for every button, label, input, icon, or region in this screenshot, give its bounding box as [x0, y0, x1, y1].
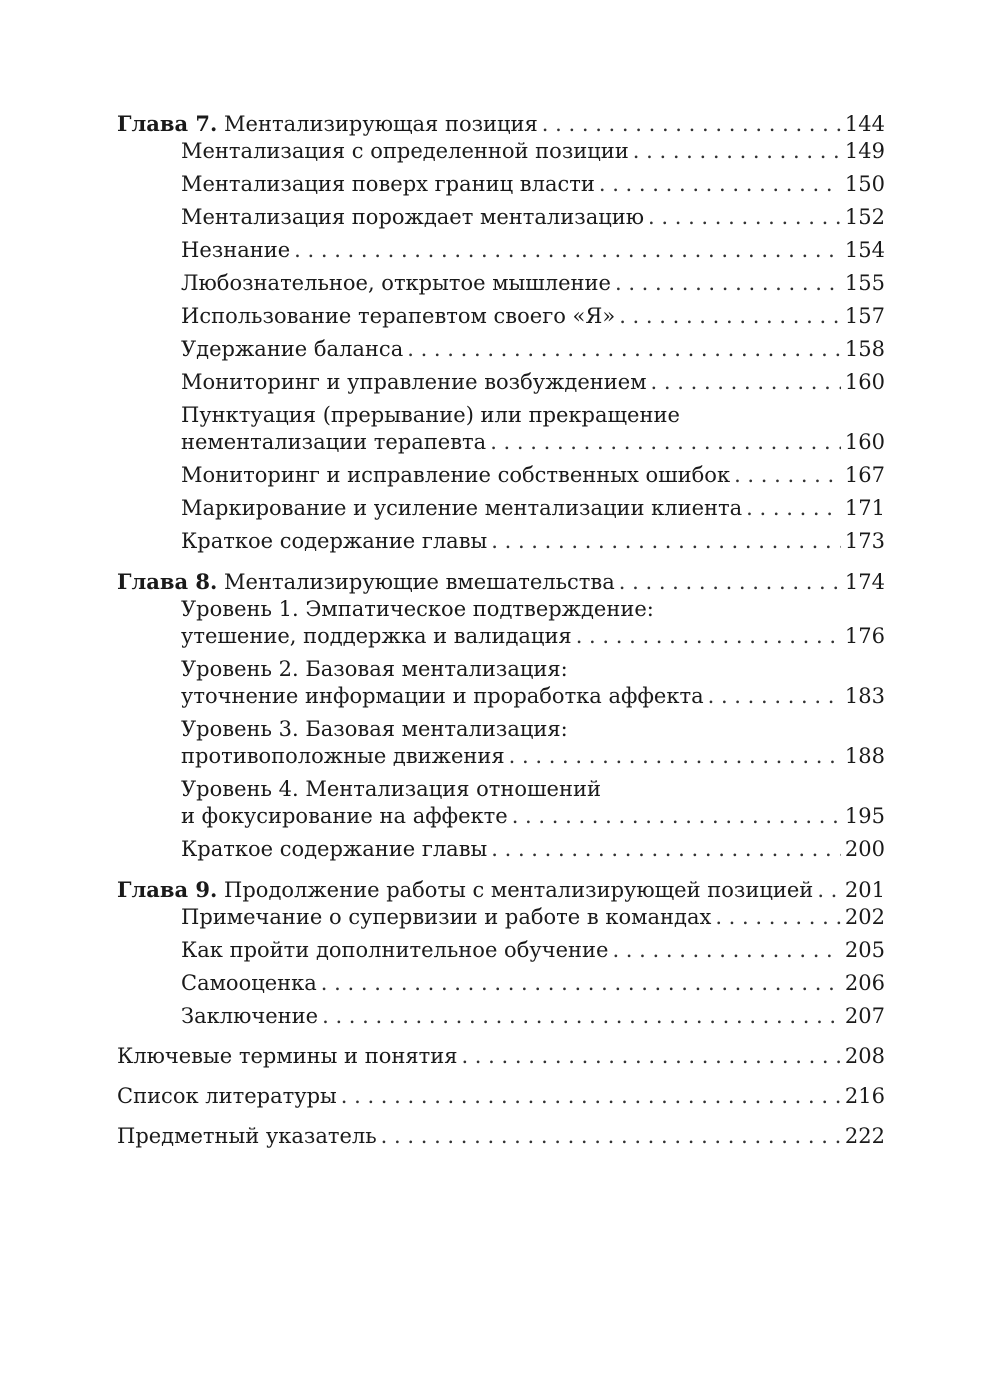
toc-entry	[181, 138, 885, 165]
chapter-label: Глава 7.	[117, 111, 218, 136]
chapter-label: Глава 8.	[117, 569, 218, 594]
dot-leader	[294, 237, 841, 264]
page-number: 183	[844, 684, 885, 708]
toc-entry-subject-index	[117, 1123, 885, 1150]
entry-title: Удержание баланса	[181, 337, 404, 361]
dot-leader	[734, 462, 841, 489]
entry-title: Как пройти дополнительное обучение	[181, 938, 609, 962]
page-number: 202	[844, 905, 885, 929]
page-number: 154	[844, 238, 885, 262]
page-number: 149	[844, 139, 885, 163]
page-number: 158	[844, 337, 885, 361]
toc-entry	[181, 495, 885, 522]
dot-leader	[619, 303, 841, 330]
entry-title-line: Уровень 1. Эмпатическое подтверждение:	[181, 597, 654, 621]
page-number: 188	[844, 744, 885, 768]
dot-leader	[491, 528, 841, 555]
chapter-sections	[117, 138, 885, 555]
toc-entry	[181, 171, 885, 198]
toc-entry	[181, 270, 885, 297]
page-number: 152	[844, 205, 885, 229]
entry-title: Ключевые термины и понятия	[117, 1044, 458, 1068]
dot-leader	[509, 743, 841, 770]
chapter-sections	[117, 904, 885, 1030]
entry-title: Мониторинг и управление возбуждением	[181, 370, 647, 394]
entry-title: Мониторинг и исправление собственных ошибок	[181, 463, 731, 487]
page-number: 201	[844, 878, 885, 902]
entry-title-line: Уровень 2. Базовая ментализация:	[181, 657, 568, 681]
dot-leader	[407, 336, 841, 363]
toc-entry	[181, 336, 885, 363]
dot-leader	[633, 138, 841, 165]
page-number: 208	[844, 1044, 885, 1068]
entry-title: Предметный указатель	[117, 1124, 377, 1148]
page-number: 206	[844, 971, 885, 995]
page-number: 174	[844, 570, 885, 594]
toc-entry	[181, 303, 885, 330]
page-number: 160	[844, 430, 885, 454]
dot-leader	[576, 623, 841, 650]
entry-title: и фокусирование на аффекте	[181, 804, 508, 828]
page-number: 167	[844, 463, 885, 487]
toc-entry	[181, 937, 885, 964]
entry-title: Ментализация поверх границ власти	[181, 172, 595, 196]
chapter-title: Продолжение работы с ментализирующей позицией	[224, 878, 814, 902]
dot-leader	[341, 1083, 841, 1110]
page-number: 160	[844, 370, 885, 394]
entry-title: Примечание о супервизии и работе в командах	[181, 905, 712, 929]
entry-title: уточнение информации и проработка аффекта	[181, 684, 704, 708]
entry-title: Краткое содержание главы	[181, 837, 488, 861]
entry-title-line: Уровень 3. Базовая ментализация:	[181, 717, 568, 741]
entry-title: Заключение	[181, 1004, 319, 1028]
page-number: 157	[844, 304, 885, 328]
dot-leader	[599, 171, 841, 198]
entry-title-line: Уровень 4. Ментализация отношений	[181, 777, 601, 801]
toc-entry-key-terms	[117, 1043, 885, 1070]
chapter-label: Глава 9.	[117, 877, 218, 902]
entry-title-line: Пунктуация (прерывание) или прекращение	[181, 403, 680, 427]
chapter-heading	[117, 876, 885, 904]
entry-title: Самооценка	[181, 971, 317, 995]
chapter-7	[117, 110, 885, 555]
toc-entry	[181, 369, 885, 396]
dot-leader	[512, 803, 841, 830]
toc-entry	[181, 1003, 885, 1030]
chapter-title: Ментализирующая позиция	[224, 112, 538, 136]
toc-entry	[181, 204, 885, 231]
chapter-heading	[117, 568, 885, 596]
toc-entry	[181, 776, 885, 830]
toc-entry	[181, 528, 885, 555]
page-number: 171	[844, 496, 885, 520]
page-number: 207	[844, 1004, 885, 1028]
page-number: 216	[844, 1084, 885, 1108]
entry-title: Краткое содержание главы	[181, 529, 488, 553]
dot-leader	[491, 836, 841, 863]
entry-title: нементализации терапевта	[181, 430, 487, 454]
chapter-sections	[117, 596, 885, 863]
table-of-contents	[117, 110, 885, 1163]
dot-leader	[490, 429, 841, 456]
dot-leader	[708, 683, 841, 710]
page-number: 200	[844, 837, 885, 861]
dot-leader	[746, 495, 841, 522]
entry-title: Ментализация с определенной позиции	[181, 139, 629, 163]
entry-title: противоположные движения	[181, 744, 505, 768]
entry-title: Любознательное, открытое мышление	[181, 271, 611, 295]
dot-leader	[648, 204, 841, 231]
page-number: 173	[844, 529, 885, 553]
entry-title: Незнание	[181, 238, 291, 262]
page-number: 144	[844, 112, 885, 136]
toc-entry	[181, 656, 885, 710]
toc-entry	[181, 836, 885, 863]
dot-leader	[321, 970, 841, 997]
dot-leader	[615, 270, 841, 297]
dot-leader	[381, 1123, 841, 1150]
entry-title: Ментализация порождает ментализацию	[181, 205, 645, 229]
dot-leader	[651, 369, 841, 396]
entry-title: Использование терапевтом своего «Я»	[181, 304, 616, 328]
page-number: 155	[844, 271, 885, 295]
entry-title: Список литературы	[117, 1084, 337, 1108]
chapter-9	[117, 876, 885, 1030]
toc-entry	[181, 596, 885, 650]
toc-entry	[181, 716, 885, 770]
page-number: 205	[844, 938, 885, 962]
toc-entry	[181, 402, 885, 456]
page-number: 222	[844, 1124, 885, 1148]
toc-entry-bibliography	[117, 1083, 885, 1110]
dot-leader	[817, 877, 841, 904]
page-number: 150	[844, 172, 885, 196]
dot-leader	[619, 569, 841, 596]
dot-leader	[715, 904, 841, 931]
entry-title: Маркирование и усиление ментализации клиента	[181, 496, 743, 520]
dot-leader	[322, 1003, 841, 1030]
dot-leader	[461, 1043, 840, 1070]
toc-entry	[181, 237, 885, 264]
toc-entry	[181, 970, 885, 997]
dot-leader	[612, 937, 840, 964]
page-number: 195	[844, 804, 885, 828]
toc-entry	[181, 904, 885, 931]
toc-entry	[181, 462, 885, 489]
chapter-8	[117, 568, 885, 863]
entry-title: утешение, поддержка и валидация	[181, 624, 572, 648]
chapter-heading	[117, 110, 885, 138]
chapter-title: Ментализирующие вмешательства	[224, 570, 615, 594]
dot-leader	[542, 111, 841, 138]
page-number: 176	[844, 624, 885, 648]
